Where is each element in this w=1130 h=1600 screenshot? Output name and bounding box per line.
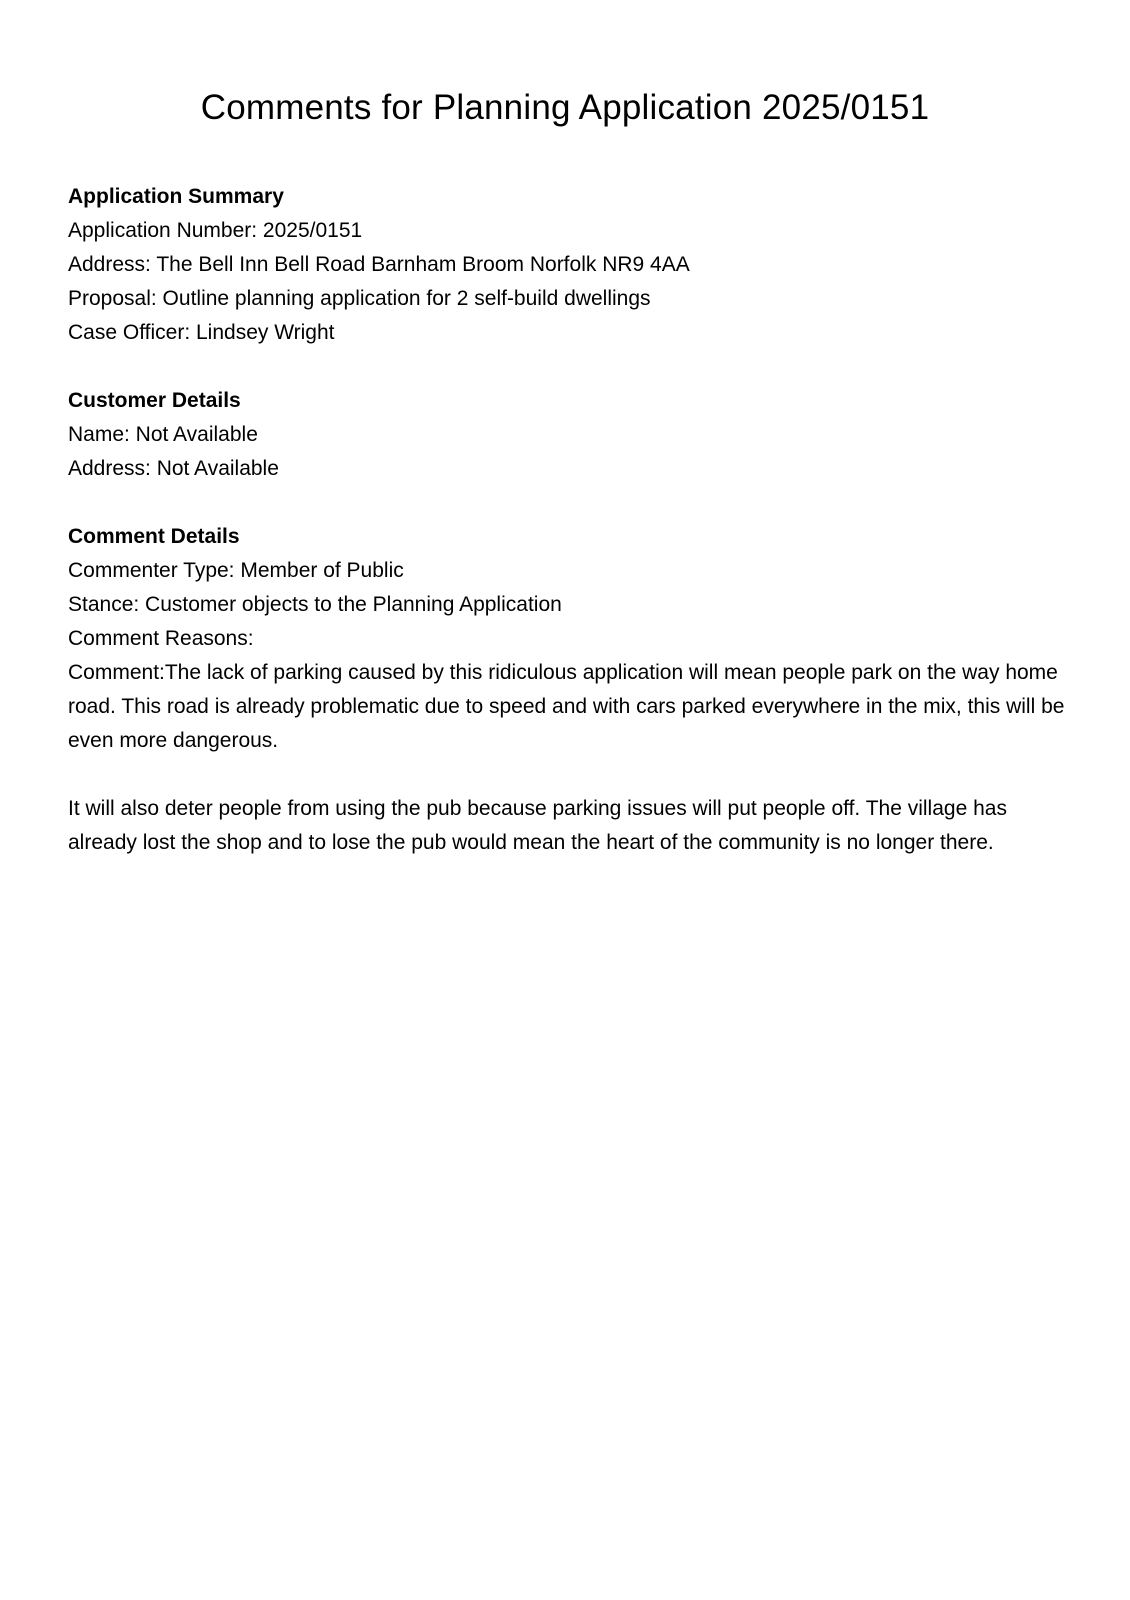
application-number: Application Number: 2025/0151 [68,219,363,242]
application-address: Address: The Bell Inn Bell Road Barnham Broom Norfolk NR9 4AA [68,253,690,276]
comment-reasons: Comment Reasons: [68,627,254,650]
customer-address: Address: Not Available [68,457,279,480]
page-title: Comments for Planning Application 2025/0151 [200,88,930,127]
stance: Stance: Customer objects to the Planning Application [68,593,562,616]
application-proposal: Proposal: Outline planning application for 2 self-build dwellings [68,287,651,310]
document-content [68,180,1068,894]
customer-details-section [68,384,1068,486]
comment-details-section [68,520,1068,860]
comment-paragraph: Comment:The lack of parking caused by this ridiculous application will mean people park on the way home road. This road is already problematic due to speed and with cars parked everywhere in the mix, this will be even more dangerous. [68,661,1065,752]
customer-name: Name: Not Available [68,423,258,446]
comment-details-heading: Comment Details [68,525,240,548]
application-summary-section [68,180,1068,350]
commenter-type: Commenter Type: Member of Public [68,559,404,582]
comment-paragraph: It will also deter people from using the pub because parking issues will put people off. The village has already lost the shop and to lose the pub would mean the heart of the community is no longer there. [68,797,1007,854]
case-officer: Case Officer: Lindsey Wright [68,321,335,344]
application-summary-heading: Application Summary [68,185,284,208]
customer-details-heading: Customer Details [68,389,241,412]
